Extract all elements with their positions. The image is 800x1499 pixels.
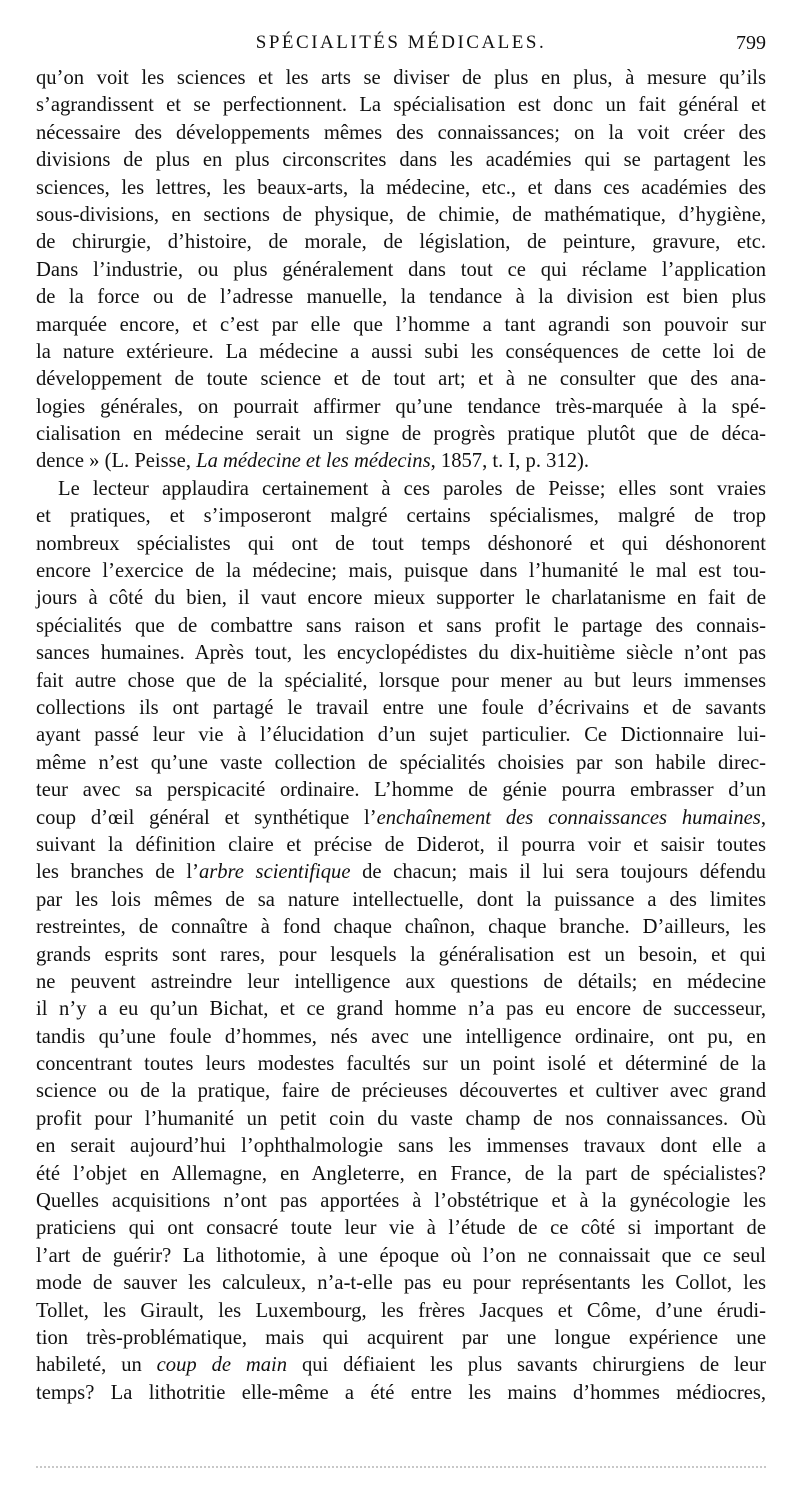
text-segment: Quelles acquisitions n’ont pas apportées à l’obstétrique et à la gynécologie les <box>36 1190 766 1213</box>
text-segment: les branches de l’ <box>36 861 199 884</box>
text-line <box>36 1298 766 1325</box>
text-segment: concentrant toutes leurs modestes facultés sur un point isolé et déterminé de la <box>36 1053 766 1076</box>
text-line <box>36 394 766 421</box>
text-line <box>36 1270 766 1297</box>
text-line <box>36 668 766 695</box>
text-segment: été l’objet en Allemagne, en Angleterre, en France, de la part de spécialistes? <box>36 1162 766 1185</box>
text-segment: cialisation en médecine serait un signe de progrès pratique plutôt que de déca- <box>36 423 766 446</box>
text-line <box>36 448 766 475</box>
text-segment: même n’est qu’une vaste collection de spécialités choisies par son habile direc- <box>36 751 766 774</box>
text-line <box>36 1188 766 1215</box>
text-segment: et pratiques, et s’imposeront malgré certains spécialismes, malgré de trop <box>36 505 766 528</box>
text-line <box>36 1051 766 1078</box>
text-line <box>36 750 766 777</box>
text-segment: grands esprits sont rares, pour lesquels la généralisation est un besoin, et qui <box>36 943 766 966</box>
text-segment: fait autre chose que de la spécialité, lorsque pour mener au but leurs immenses <box>36 669 766 692</box>
body-text <box>36 65 766 1407</box>
text-segment: collections ils ont partagé le travail entre une foule d’écrivains et de savants <box>36 696 766 719</box>
text-line <box>36 1325 766 1352</box>
text-segment: , 1857, t. I, p. 312). <box>430 450 590 473</box>
text-line <box>36 1352 766 1379</box>
text-line <box>36 229 766 256</box>
text-line <box>36 832 766 859</box>
text-line <box>36 1215 766 1242</box>
text-segment: il n’y a eu qu’un Bichat, et ce grand homme n’a pas eu encore de successeur, <box>36 998 766 1021</box>
text-line <box>36 1243 766 1270</box>
italic-text: enchaînement des connaissances humaines <box>376 806 761 829</box>
text-segment: temps? La lithotritie elle-même a été entre les mains d’hommes médiocres, <box>36 1381 766 1404</box>
italic-text: La médecine et les médecins <box>196 450 431 473</box>
text-line <box>36 312 766 339</box>
text-line <box>36 805 766 832</box>
text-segment: sciences, les lettres, les beaux-arts, la médecine, etc., et dans ces académies des <box>36 176 766 199</box>
text-segment: de chirurgie, d’histoire, de morale, de législation, de peinture, gravure, etc. <box>36 231 766 254</box>
italic-text: coup de main <box>156 1354 288 1377</box>
text-segment: encore l’exercice de la médecine; mais, puisque dans l’humanité le mal est tou- <box>36 560 766 583</box>
text-segment: jours à côté du bien, il vaut encore mieux supporter le charlatanisme en fait de <box>36 587 766 610</box>
text-line <box>36 476 766 503</box>
text-segment: , <box>760 806 766 829</box>
text-segment: mode de sauver les calculeux, n’a-t-elle pas eu pour représentants les Collot, les <box>36 1272 766 1295</box>
text-segment: Tollet, les Girault, les Luxembourg, les frères Jacques et Côme, d’une érudi- <box>36 1299 766 1322</box>
text-line <box>36 887 766 914</box>
text-line <box>36 1078 766 1105</box>
text-line <box>36 175 766 202</box>
text-line <box>36 1161 766 1188</box>
text-segment: restreintes, de connaître à fond chaque chaînon, chaque branche. D’ailleurs, les <box>36 916 766 939</box>
text-line <box>36 366 766 393</box>
text-line <box>36 421 766 448</box>
text-line <box>36 65 766 92</box>
text-line <box>36 202 766 229</box>
text-segment: dence » (L. Peisse, <box>36 450 197 473</box>
text-line <box>36 503 766 530</box>
text-segment: la nature extérieure. La médecine a aussi subi les conséquences de cette loi de <box>36 340 766 363</box>
text-segment: sous-divisions, en sections de physique, de chimie, de mathématique, d’hygiène, <box>36 203 766 226</box>
text-line <box>36 914 766 941</box>
text-segment: tandis qu’une foule d’hommes, nés avec une intelligence ordinaire, ont pu, en <box>36 1025 766 1048</box>
text-segment: sances humaines. Après tout, les encyclopédistes du dix-huitième siècle n’ont pas <box>36 642 766 665</box>
italic-text: arbre scientifique <box>198 861 351 884</box>
text-line <box>36 531 766 558</box>
text-line <box>36 613 766 640</box>
text-segment: par les lois mêmes de sa nature intellectuelle, dont la puissance a des limites <box>36 888 766 911</box>
text-segment: Le lecteur applaudira certainement à ces paroles de Peisse; elles sont vraies <box>58 477 766 500</box>
text-line <box>36 640 766 667</box>
text-segment: développement de toute science et de tout art; et à ne consulter que des ana- <box>36 368 766 391</box>
text-line <box>36 859 766 886</box>
text-segment: qui défiaient les plus savants chirurgiens de leur <box>287 1354 766 1377</box>
text-segment: marquée encore, et c’est par elle que l’homme a tant agrandi son pouvoir sur <box>36 313 766 336</box>
print-artifact-dots <box>36 1466 766 1472</box>
text-line <box>36 996 766 1023</box>
text-segment: coup d’œil général et synthétique l’ <box>36 806 377 829</box>
text-segment: nécessaire des développements mêmes des connaissances; on la voit créer des <box>36 121 766 144</box>
running-head <box>36 30 766 58</box>
text-line <box>36 722 766 749</box>
text-segment: Dans l’industrie, ou plus généralement dans tout ce qui réclame l’application <box>36 258 766 281</box>
text-line <box>36 969 766 996</box>
text-segment: de la force ou de l’adresse manuelle, la tendance à la division est bien plus <box>36 286 766 309</box>
text-segment: de chacun; mais il lui sera toujours défendu <box>350 861 766 884</box>
text-segment: ayant passé leur vie à l’élucidation d’un sujet particulier. Ce Dictionnaire lui- <box>36 724 766 747</box>
text-line <box>36 585 766 612</box>
text-line <box>36 558 766 585</box>
running-head-title: SPÉCIALITÉS MÉDICALES. <box>255 32 547 53</box>
text-segment: science ou de la pratique, faire de précieuses découvertes et cultiver avec grand <box>36 1080 766 1103</box>
text-segment: qu’on voit les sciences et les arts se diviser de plus en plus, à mesure qu’ils <box>36 67 766 89</box>
text-line <box>36 92 766 119</box>
text-segment: habileté, un <box>36 1354 157 1377</box>
text-segment: logies générales, on pourrait affirmer qu’une tendance très-marquée à la spé- <box>36 395 766 418</box>
text-segment: l’art de guérir? La lithotomie, à une époque où l’on ne connaissait que ce seul <box>36 1244 766 1267</box>
text-segment: tion très-problématique, mais qui acquirent par une longue expérience une <box>36 1326 766 1349</box>
text-line <box>36 942 766 969</box>
text-segment: spécialités que de combattre sans raison et sans profit le partage des connais- <box>36 614 766 637</box>
text-line <box>36 120 766 147</box>
text-segment: teur avec sa perspicacité ordinaire. L’homme de génie pourra embrasser d’un <box>36 779 766 802</box>
text-segment: nombreux spécialistes qui ont de tout temps déshonoré et qui déshonorent <box>36 532 766 555</box>
text-line <box>36 147 766 174</box>
text-segment: en serait aujourd’hui l’ophthalmologie sans les immenses travaux dont elle a <box>36 1135 766 1158</box>
text-segment: praticiens qui ont consacré toute leur vie à l’étude de ce côté si important de <box>36 1217 766 1240</box>
text-line <box>36 339 766 366</box>
text-segment: divisions de plus en plus circonscrites dans les académies qui se partagent les <box>36 149 766 172</box>
text-line <box>36 257 766 284</box>
text-segment: profit pour l’humanité un petit coin du vaste champ de nos connaissances. Où <box>36 1107 766 1130</box>
page-number: 799 <box>736 32 766 54</box>
text-line <box>36 1133 766 1160</box>
text-line <box>36 1024 766 1051</box>
text-segment: s’agrandissent et se perfectionnent. La spécialisation est donc un fait général et <box>36 94 766 117</box>
text-segment: suivant la définition claire et précise de Diderot, il pourra voir et saisir toutes <box>36 833 766 856</box>
text-line <box>36 695 766 722</box>
text-line <box>36 1106 766 1133</box>
text-line <box>36 1380 766 1407</box>
text-segment: ne peuvent astreindre leur intelligence aux questions de détails; en médecine <box>36 970 766 993</box>
text-line <box>36 777 766 804</box>
text-line <box>36 284 766 311</box>
